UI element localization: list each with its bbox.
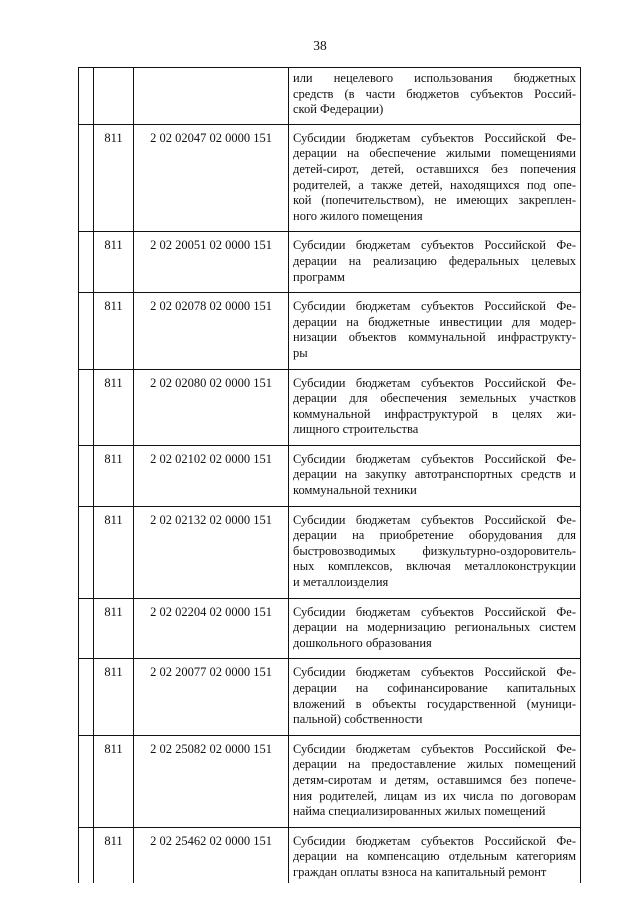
kbk-code-cell: 2 02 20051 02 0000 151 xyxy=(134,232,289,293)
kbk-code-cell: 2 02 02047 02 0000 151 xyxy=(134,124,289,232)
description-line: Субсидии бюджетам субъектов Российской Фе- xyxy=(293,375,576,390)
description-line: ской Федерации) xyxy=(293,102,384,117)
description-cell xyxy=(289,369,581,445)
description-line: коммунальной инфраструктурой в целях жи- xyxy=(293,406,576,421)
table-row xyxy=(79,827,581,882)
description-cell xyxy=(289,827,581,882)
kbk-code-cell: 2 02 02132 02 0000 151 xyxy=(134,506,289,598)
admin-code-cell: 811 xyxy=(94,124,134,232)
admin-code-cell: 811 xyxy=(94,827,134,882)
table-row xyxy=(79,68,581,125)
admin-code-cell: 811 xyxy=(94,369,134,445)
blank-cell xyxy=(79,124,94,232)
admin-code-cell xyxy=(94,68,134,125)
table-row xyxy=(79,735,581,827)
blank-cell xyxy=(79,598,94,659)
description-line: граждан оплаты взноса на капитальный ремонт xyxy=(293,864,547,879)
description-line: коммунальной техники xyxy=(293,483,417,498)
kbk-code-cell: 2 02 20077 02 0000 151 xyxy=(134,659,289,735)
admin-code-cell: 811 xyxy=(94,293,134,369)
blank-cell xyxy=(79,232,94,293)
description-line: родителей, а также детей, находящихся под опе- xyxy=(293,177,576,192)
table-body xyxy=(79,68,581,883)
budget-codes-table xyxy=(78,67,581,883)
kbk-code-cell: 2 02 25462 02 0000 151 xyxy=(134,827,289,882)
description-line: детей-сирот, детей, оставшихся без попечения xyxy=(293,161,576,176)
description-cell xyxy=(289,735,581,827)
page-number: 38 xyxy=(313,38,327,53)
description-line: и металлоизделия xyxy=(293,575,389,590)
admin-code-cell: 811 xyxy=(94,445,134,506)
description-line: дерации на приобретение оборудования для xyxy=(293,528,576,543)
description-line: ния родителей, лицам из их числа по договорам xyxy=(293,788,576,803)
kbk-code-cell xyxy=(134,68,289,125)
description-line: детям-сиротам и детям, оставшимся без попече- xyxy=(293,772,576,787)
blank-cell xyxy=(79,506,94,598)
kbk-code-cell: 2 02 25082 02 0000 151 xyxy=(134,735,289,827)
description-line: дошкольного образования xyxy=(293,635,432,650)
description-line: дерации для обеспечения земельных участков xyxy=(293,391,576,406)
description-line: средств (в части бюджетов субъектов Россий- xyxy=(293,86,576,101)
description-line: Субсидии бюджетам субъектов Российской Фе- xyxy=(293,130,576,145)
description-cell xyxy=(289,68,581,125)
description-cell xyxy=(289,445,581,506)
description-line: Субсидии бюджетам субъектов Российской Фе- xyxy=(293,665,576,680)
description-line: Субсидии бюджетам субъектов Российской Фе- xyxy=(293,299,576,314)
description-line: быстровозводимых физкультурно-оздоровитель- xyxy=(293,543,576,558)
description-line: ного жилого помещения xyxy=(293,208,423,223)
description-line: Субсидии бюджетам субъектов Российской Фе- xyxy=(293,238,576,253)
kbk-code-cell: 2 02 02078 02 0000 151 xyxy=(134,293,289,369)
table-row xyxy=(79,598,581,659)
description-line: Субсидии бюджетам субъектов Российской Фе- xyxy=(293,451,576,466)
description-line: дерации на обеспечение жилыми помещениями xyxy=(293,146,576,161)
description-line: дерации на компенсацию отдельным категориям xyxy=(293,849,576,864)
description-line: Субсидии бюджетам субъектов Российской Фе- xyxy=(293,512,576,527)
blank-cell xyxy=(79,68,94,125)
description-cell xyxy=(289,124,581,232)
description-line: пальной) собственности xyxy=(293,712,423,727)
description-line: вложений в объекты государственной (муници- xyxy=(293,696,576,711)
table-row xyxy=(79,232,581,293)
description-line: дерации на бюджетные инвестиции для модер- xyxy=(293,314,576,329)
table-row xyxy=(79,293,581,369)
description-line: Субсидии бюджетам субъектов Российской Фе- xyxy=(293,741,576,756)
admin-code-cell: 811 xyxy=(94,506,134,598)
description-line: Субсидии бюджетам субъектов Российской Фе- xyxy=(293,833,576,848)
description-line: программ xyxy=(293,269,345,284)
description-cell xyxy=(289,293,581,369)
admin-code-cell: 811 xyxy=(94,598,134,659)
description-line: дерации на закупку автотранспортных средств и xyxy=(293,467,576,482)
description-line: низации объектов коммунальной инфраструкту- xyxy=(293,330,576,345)
blank-cell xyxy=(79,369,94,445)
table-row xyxy=(79,659,581,735)
description-line: лищного строительства xyxy=(293,422,419,437)
description-line: или нецелевого использования бюджетных xyxy=(293,71,576,85)
description-line: дерации на софинансирование капитальных xyxy=(293,681,576,695)
description-cell xyxy=(289,506,581,598)
kbk-code-cell: 2 02 02204 02 0000 151 xyxy=(134,598,289,659)
description-line: Субсидии бюджетам субъектов Российской Фе- xyxy=(293,604,576,619)
description-cell xyxy=(289,659,581,735)
admin-code-cell: 811 xyxy=(94,735,134,827)
blank-cell xyxy=(79,445,94,506)
description-line: найма специализированных жилых помещений xyxy=(293,804,546,819)
blank-cell xyxy=(79,735,94,827)
table-row xyxy=(79,369,581,445)
table-row xyxy=(79,124,581,232)
admin-code-cell: 811 xyxy=(94,659,134,735)
kbk-code-cell: 2 02 02102 02 0000 151 xyxy=(134,445,289,506)
description-cell xyxy=(289,598,581,659)
table-row xyxy=(79,506,581,598)
description-line: дерации на модернизацию региональных систем xyxy=(293,620,576,635)
description-cell xyxy=(289,232,581,293)
blank-cell xyxy=(79,293,94,369)
description-line: ры xyxy=(293,345,308,360)
description-line: дерации на предоставление жилых помещений xyxy=(293,757,576,772)
description-line: дерации на реализацию федеральных целевых xyxy=(293,253,576,268)
description-line: кой (попечительством), не имеющих закреплен- xyxy=(293,193,576,208)
description-line: ных комплексов, включая металлоконструкции xyxy=(293,559,576,574)
admin-code-cell: 811 xyxy=(94,232,134,293)
table-row xyxy=(79,445,581,506)
kbk-code-cell: 2 02 02080 02 0000 151 xyxy=(134,369,289,445)
blank-cell xyxy=(79,659,94,735)
blank-cell xyxy=(79,827,94,882)
